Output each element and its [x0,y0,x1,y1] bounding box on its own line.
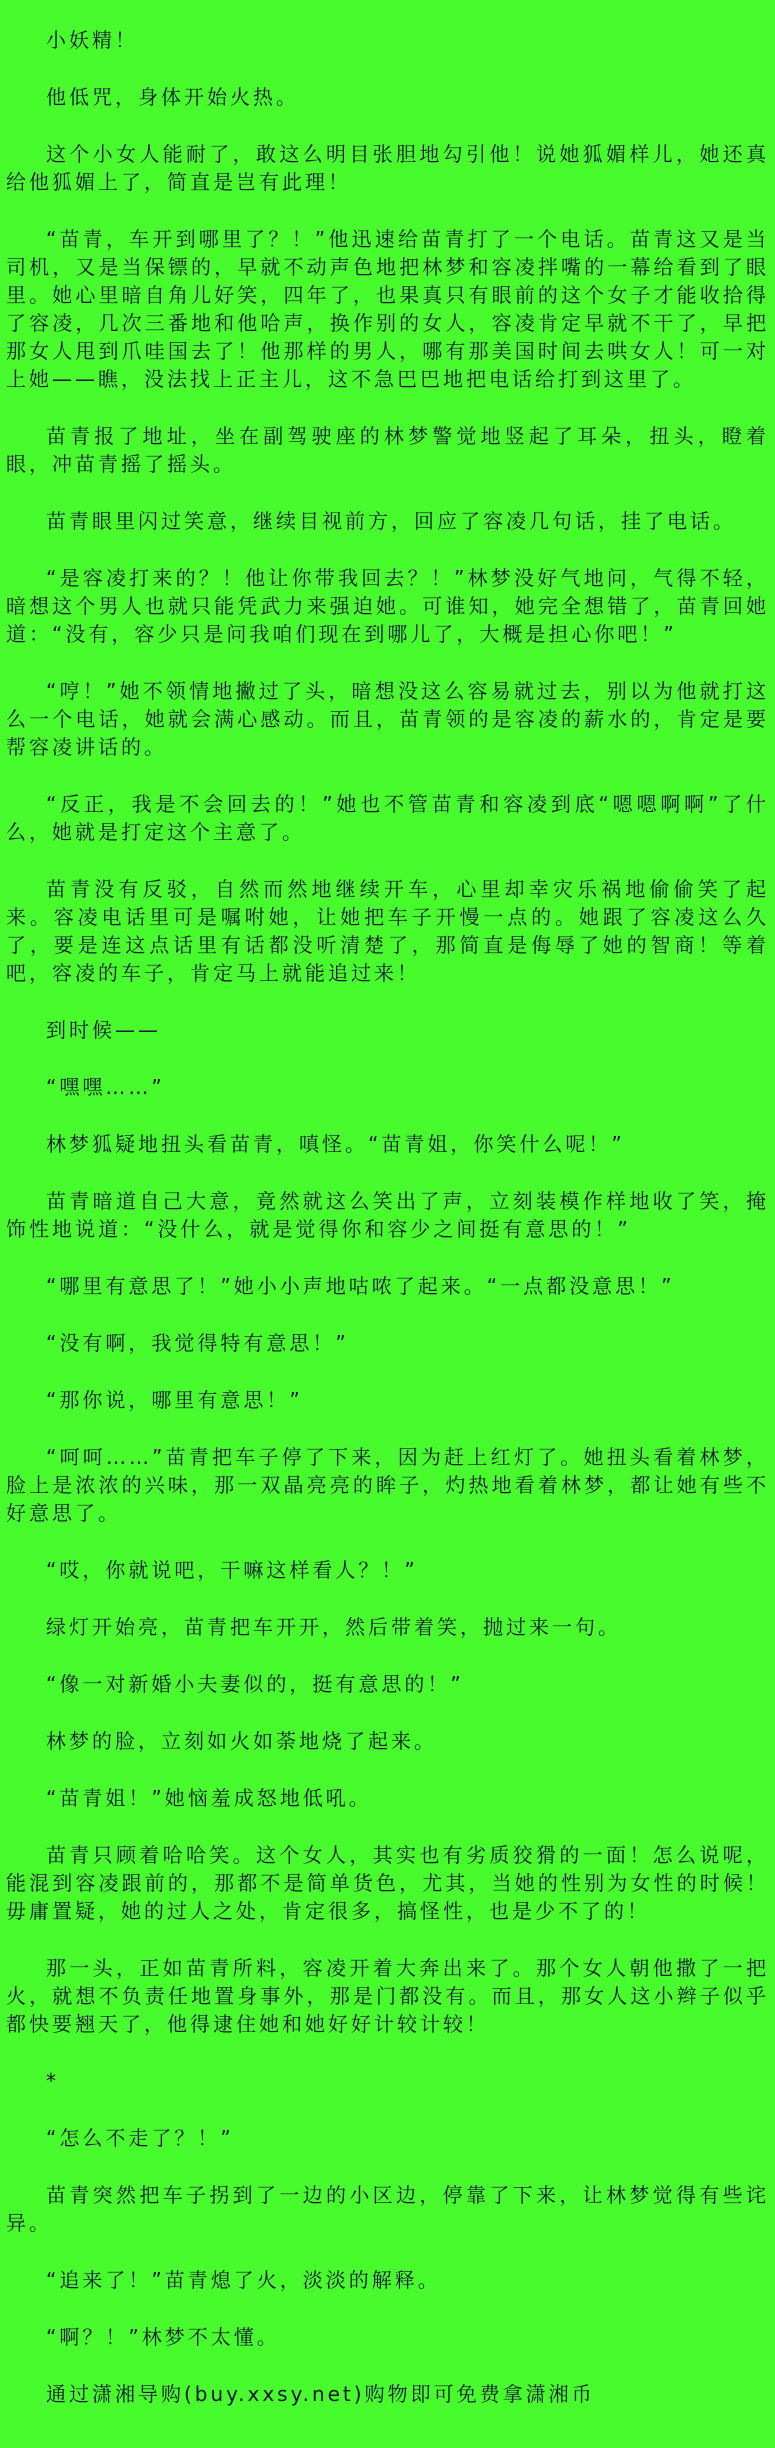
paragraph: “苗青姐！”她恼羞成怒地低吼。 [46,1786,372,1810]
paragraph: 他低咒，身体开始火热。 [46,85,299,109]
paragraph: 这个小女人能耐了，敢这么明目张胆地勾引他！说她狐媚样儿，她还真给他狐媚上了，简直是岂有此理！ [6,142,769,194]
paragraph: 苗青只顾着哈哈笑。这个女人，其实也有劣质狡猾的一面！怎么说呢，能混到容凌跟前的，那都不是简单货色，尤其，当她的性别为女性的时候！毋庸置疑，她的过人之处，肯定很多，搞怪性，也是少不了的！ [6,1843,769,1923]
paragraph: “像一对新婚小夫妻似的，挺有意思的！” [46,1672,464,1696]
paragraph: “是容凌打来的？！他让你带我回去？！”林梦没好气地问，气得不轻，暗想这个男人也就只能凭武力来强迫她。可谁知，她完全想错了，苗青回她道：“没有，容少只是问我咱们现在到哪儿了，大概是担心你吧！” [6,566,769,646]
paragraph: “没有啊，我觉得特有意思！” [46,1331,349,1355]
paragraph: “哪里有意思了！”她小小声地咕哝了起来。“一点都没意思！” [46,1274,675,1298]
paragraph: 苗青暗道自己大意，竟然就这么笑出了声，立刻装模作样地收了笑，掩饰性地说道：“没什么，就是觉得你和容少之间挺有意思的！” [6,1189,769,1241]
paragraph: 林梦的脸，立刻如火如荼地烧了起来。 [46,1729,437,1753]
paragraph: “哎，你就说吧，干嘛这样看人？！” [46,1558,418,1582]
paragraph: 林梦狐疑地扭头看苗青，嗔怪。“苗青姐，你笑什么呢！” [46,1132,625,1156]
paragraph: * [46,2069,59,2093]
paragraph: “反正，我是不会回去的！”她也不管苗青和容凌到底“嗯嗯啊啊”了什么，她就是打定这个主意了。 [6,792,769,844]
paragraph: 苗青眼里闪过笑意，继续目视前方，回应了容凌几句话，挂了电话。 [46,509,736,533]
paragraph: 苗青没有反驳，自然而然地继续开车，心里却幸灾乐祸地偷偷笑了起来。容凌电话里可是嘱咐她，让她把车子开慢一点的。她跟了容凌这么久了，要是连这点话里有话都没听清楚了，那简直是侮辱了她的智商！等着吧，容凌的车子，肯定马上就能追过来！ [6,877,769,985]
paragraph: “追来了！”苗青熄了火，淡淡的解释。 [46,2268,441,2292]
paragraph: 苗青突然把车子拐到了一边的小区边，停靠了下来，让林梦觉得有些诧异。 [6,2183,769,2235]
paragraph: “那你说，哪里有意思！” [46,1388,303,1412]
paragraph: 苗青报了地址，坐在副驾驶座的林梦警觉地竖起了耳朵，扭头，瞪着眼，冲苗青摇了摇头。 [6,424,769,476]
paragraph: 那一头，正如苗青所料，容凌开着大奔出来了。那个女人朝他撒了一把火，就想不负责任地置身事外，那是门都没有。而且，那女人这小辫子似乎都快要翘天了，他得逮住她和她好好计较计较！ [6,1956,769,2036]
paragraph: 小妖精！ [46,28,138,52]
novel-text [6,26,769,2351]
paragraph: “哼！”她不领情地撇过了头，暗想没这么容易就过去，别以为他就打这么一个电话，她就会满心感动。而且，苗青领的是容凌的薪水的，肯定是要帮容凌讲话的。 [6,679,769,759]
paragraph: “怎么不走了？！” [46,2126,234,2150]
paragraph: “苗青，车开到哪里了？！”他迅速给苗青打了一个电话。苗青这又是当司机，又是当保镖的，早就不动声色地把林梦和容凌拌嘴的一幕给看到了眼里。她心里暗自角儿好笑，四年了，也果真只有眼前的这个女子才能收拾得了容凌，几次三番地和他哈声，换作别的女人，容凌肯定早就不干了，早把那女人甩到爪哇国去了！他那样的男人，哪有那美国时间去哄女人！可一对上她——瞧，没法找上正主儿，这不急巴巴地把电话给打到这里了。 [6,227,769,391]
paragraph: “啊？！”林梦不太懂。 [46,2325,280,2349]
promo-footer: 通过潇湘导购(buy.xxsy.net)购物即可免费拿潇湘币 [46,2382,595,2406]
paragraph: “嘿嘿……” [46,1075,165,1099]
paragraph: “呵呵……”苗青把车子停了下来，因为赶上红灯了。她扭头看着林梦，脸上是浓浓的兴味，那一双晶亮亮的眸子，灼热地看着林梦，都让她有些不好意思了。 [6,1445,769,1525]
paragraph: 绿灯开始亮，苗青把车开开，然后带着笑，抛过来一句。 [46,1615,621,1639]
paragraph: 到时候—— [46,1018,161,1042]
